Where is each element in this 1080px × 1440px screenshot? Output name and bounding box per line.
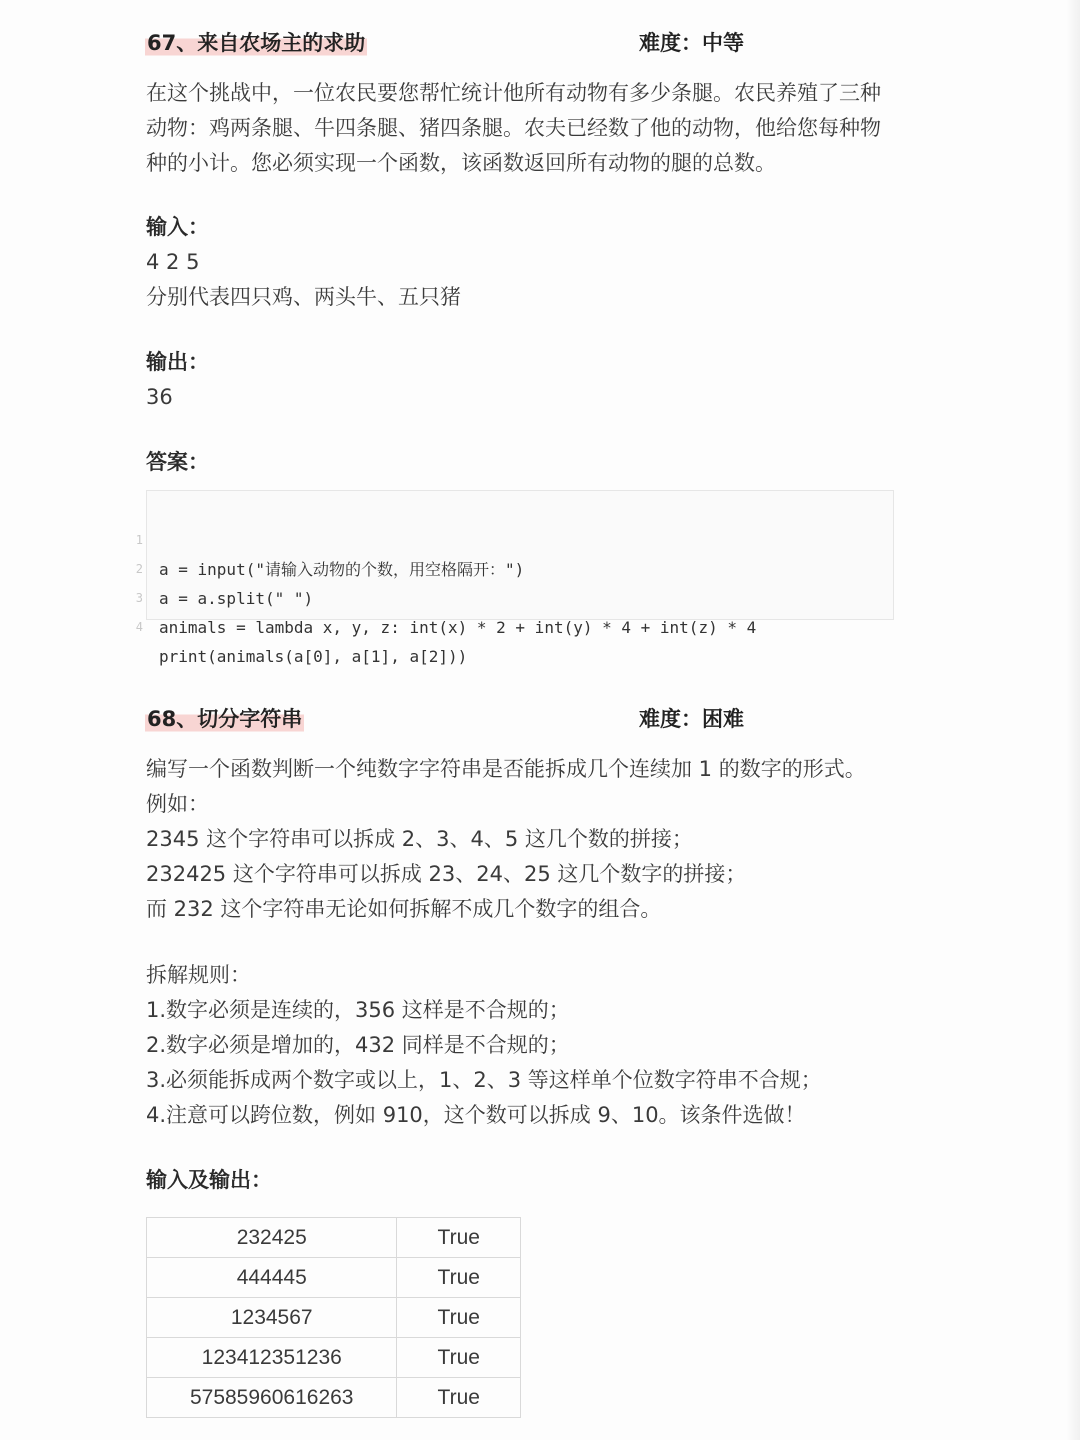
- table-cell-output: True: [397, 1298, 521, 1338]
- problem-68-difficulty: 难度：困难: [639, 707, 744, 731]
- description-line: 动物：鸡两条腿、牛四条腿、猪四条腿。农夫已经数了他的动物，他给您每种物: [146, 116, 881, 140]
- code-line: [135, 497, 893, 579]
- input-value: 4 2 5: [146, 250, 200, 274]
- table-row: [147, 1258, 521, 1298]
- table-cell-input: 123412351236: [147, 1338, 397, 1378]
- output-value: 36: [146, 385, 173, 409]
- rule-item: 3.必须能拆成两个数字或以上，1、2、3 等这样单个位数字符串不合规；: [146, 1068, 822, 1092]
- description-line: 而 232 这个字符串无论如何拆解不成几个数字的组合。: [146, 897, 662, 921]
- description-line: 编写一个函数判断一个纯数字字符串是否能拆成几个连续加 1 的数字的形式。: [146, 757, 866, 781]
- io-table-wrapper: [146, 1217, 521, 1418]
- table-cell-input: 57585960616263: [147, 1378, 397, 1418]
- problem-67-difficulty: 难度：中等: [639, 31, 744, 55]
- problem-68-description: [146, 752, 906, 927]
- table-cell-output: True: [397, 1338, 521, 1378]
- description-line: 2345 这个字符串可以拆成 2、3、4、5 这几个数的拼接；: [146, 827, 693, 851]
- code-block[interactable]: [135, 490, 894, 666]
- page-edge-shadow: [1066, 0, 1080, 1440]
- problem-67-input: [146, 210, 906, 315]
- table-cell-output: True: [397, 1258, 521, 1298]
- code-text: animals = lambda x, y, z: int(x) * 2 + int(y) * 4 + int(z) * 4: [159, 618, 757, 637]
- description-line: 种的小计。您必须实现一个函数，该函数返回所有动物的腿的总数。: [146, 151, 776, 175]
- description-line: 在这个挑战中，一位农民要您帮忙统计他所有动物有多少条腿。农民养殖了三种: [146, 81, 881, 105]
- problem-68-header: [146, 704, 906, 744]
- problem-68-io-heading: [146, 1163, 906, 1198]
- table-row: [147, 1218, 521, 1258]
- code-text: a = input("请输入动物的个数，用空格隔开："): [159, 560, 525, 579]
- input-note: 分别代表四只鸡、两头牛、五只猪: [146, 285, 461, 309]
- problem-67-title: 67、来自农场主的求助: [145, 28, 367, 58]
- rule-item: 2.数字必须是增加的，432 同样是不合规的；: [146, 1033, 570, 1057]
- description-line: 例如：: [146, 792, 209, 816]
- table-cell-output: True: [397, 1218, 521, 1258]
- line-number: 4: [135, 620, 143, 634]
- rule-item: 1.数字必须是连续的，356 这样是不合规的；: [146, 998, 570, 1022]
- table-row: [147, 1378, 521, 1418]
- description-line: 232425 这个字符串可以拆成 23、24、25 这几个数字的拼接；: [146, 862, 747, 886]
- input-label: 输入：: [146, 215, 209, 239]
- table-cell-input: 444445: [147, 1258, 397, 1298]
- line-number: 1: [135, 533, 143, 547]
- io-label: 输入及输出：: [146, 1168, 272, 1192]
- code-text: a = a.split(" "): [159, 589, 314, 608]
- problem-67-description: [146, 76, 906, 181]
- problem-68-rules: [146, 958, 906, 1133]
- table-cell-output: True: [397, 1378, 521, 1418]
- problem-67-answer: [146, 445, 906, 480]
- output-label: 输出：: [146, 350, 209, 374]
- problem-68-section: [146, 704, 906, 744]
- problem-67-section: [146, 28, 906, 68]
- answer-label: 答案：: [146, 450, 209, 474]
- line-number: 2: [135, 562, 143, 576]
- table-cell-input: 1234567: [147, 1298, 397, 1338]
- io-table: [146, 1217, 521, 1418]
- table-row: [147, 1338, 521, 1378]
- rules-label: 拆解规则：: [146, 963, 251, 987]
- problem-68-title: 68、切分字符串: [145, 704, 304, 734]
- problem-67-header: [146, 28, 906, 68]
- line-number: 3: [135, 591, 143, 605]
- table-cell-input: 232425: [147, 1218, 397, 1258]
- problem-67-output: [146, 345, 906, 415]
- table-row: [147, 1298, 521, 1338]
- rule-item: 4.注意可以跨位数，例如 910，这个数可以拆成 9、10。该条件选做！: [146, 1103, 806, 1127]
- code-text: print(animals(a[0], a[1], a[2])): [159, 647, 468, 666]
